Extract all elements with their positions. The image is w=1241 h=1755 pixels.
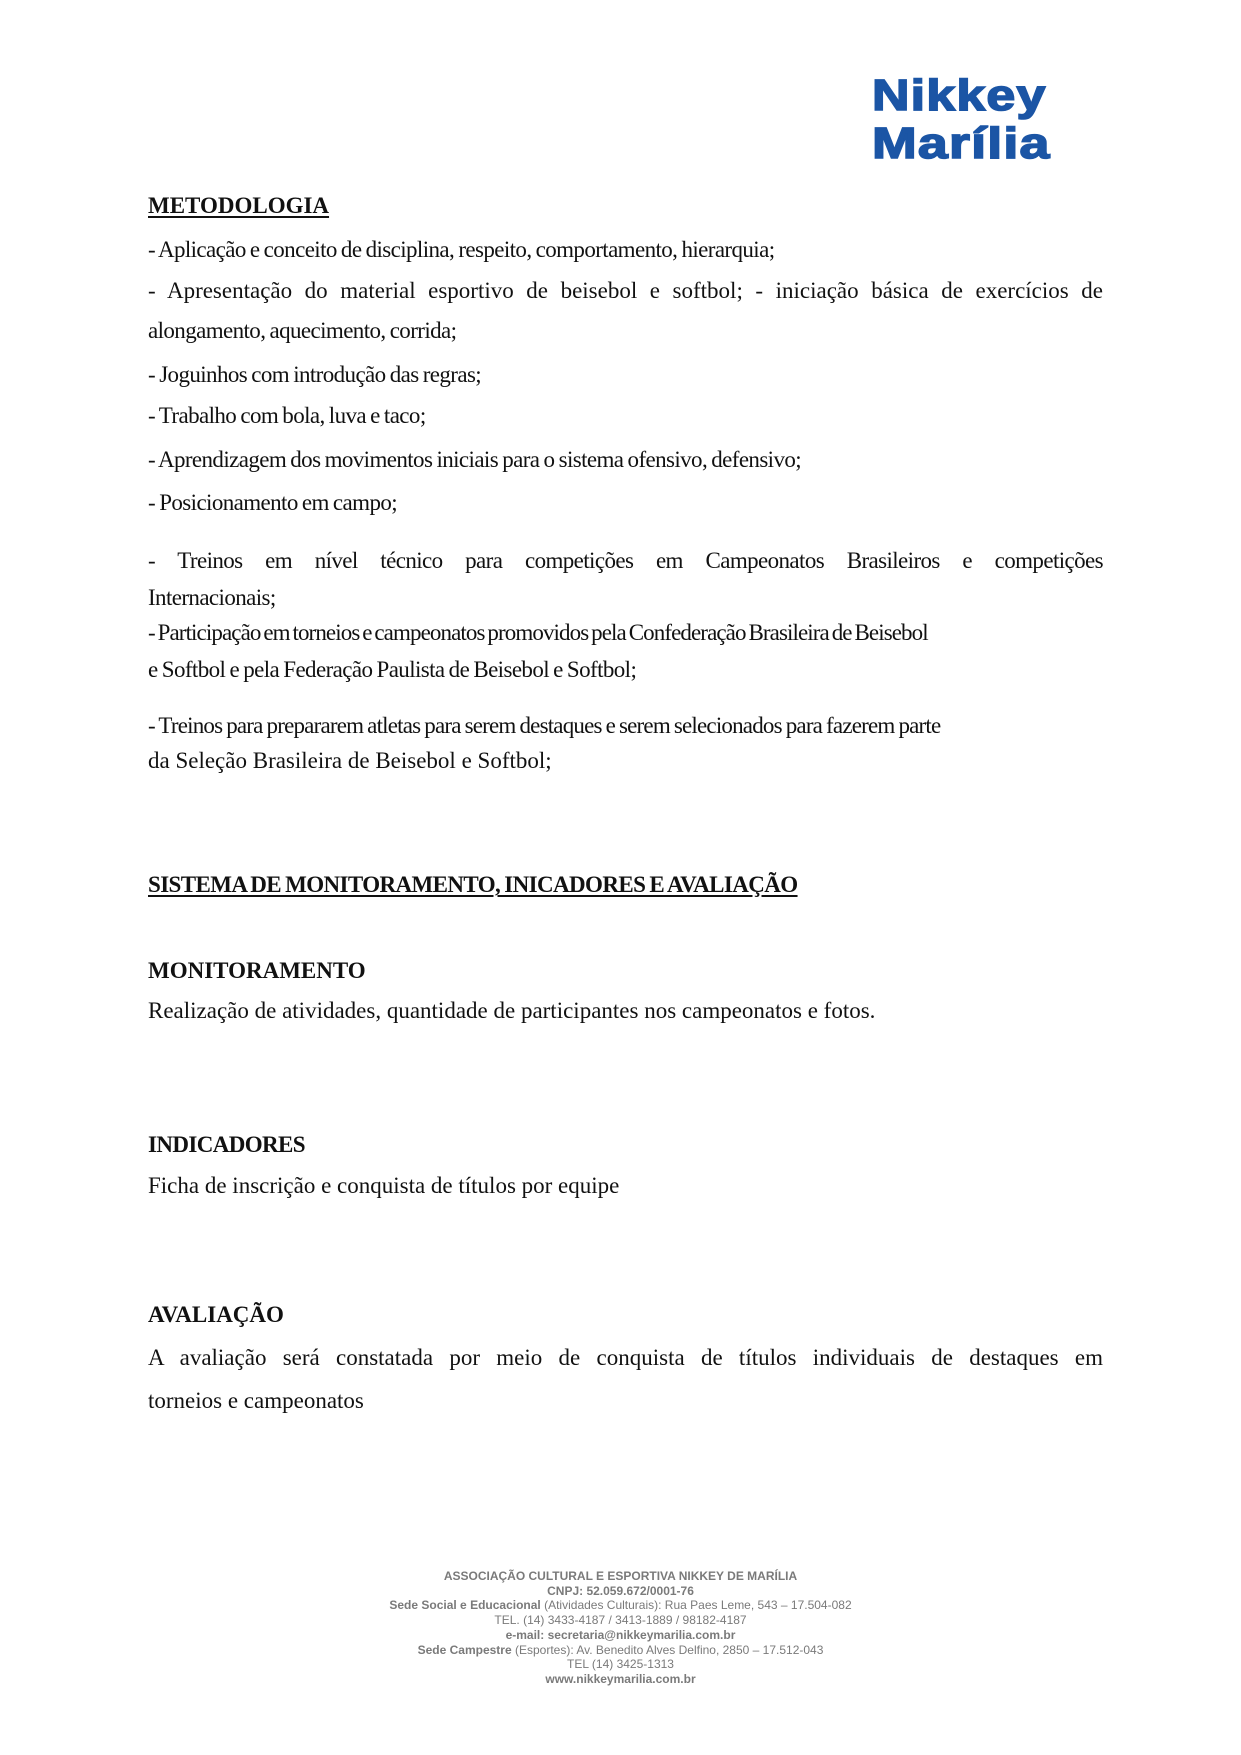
- metodologia-line: da Seleção Brasileira de Beisebol e Softbol;: [148, 748, 552, 773]
- logo-line-2: Marília: [872, 119, 1051, 168]
- nikkey-marilia-logo: [872, 71, 1104, 170]
- avaliacao-line: A avaliação será constatada por meio de conquista de títulos individuais de destaques em: [148, 1345, 1103, 1370]
- footer-sede-campestre-text: (Esportes): Av. Benedito Alves Delfino, 2850 – 17.512-043: [511, 1642, 824, 1657]
- logo-line-1: Nikkey: [872, 71, 1047, 120]
- monitoramento-text: Realização de atividades, quantidade de participantes nos campeonatos e fotos.: [148, 998, 876, 1023]
- metodologia-line: - Posicionamento em campo;: [148, 490, 398, 515]
- footer-sede-campestre-label: Sede Campestre: [417, 1642, 512, 1657]
- sistema-heading: SISTEMA DE MONITORAMENTO, INICADORES E AVALIAÇÃO: [148, 872, 798, 897]
- metodologia-heading: METODOLOGIA: [148, 193, 330, 218]
- footer-sede-social-text: (Atividades Culturais): Rua Paes Leme, 543 – 17.504-082: [540, 1598, 852, 1613]
- metodologia-line: - Aplicação e conceito de disciplina, respeito, comportamento, hierarquia;: [148, 237, 775, 262]
- monitoramento-heading: MONITORAMENTO: [148, 958, 366, 983]
- footer-tel-2: TEL (14) 3425-1313: [567, 1657, 674, 1672]
- footer: [0, 1569, 1241, 1687]
- footer-email: e-mail: secretaria@nikkeymarilia.com.br: [505, 1627, 736, 1642]
- metodologia-line: alongamento, aquecimento, corrida;: [148, 318, 457, 343]
- footer-website: www.nikkeymarilia.com.br: [545, 1671, 696, 1686]
- metodologia-line: - Apresentação do material esportivo de beisebol e softbol; - iniciação básica de exercícios de: [148, 278, 1103, 303]
- avaliacao-heading: AVALIAÇÃO: [148, 1302, 284, 1327]
- indicadores-heading: INDICADORES: [148, 1132, 305, 1157]
- metodologia-line: Internacionais;: [148, 585, 276, 610]
- metodologia-line: - Joguinhos com introdução das regras;: [148, 362, 482, 387]
- metodologia-line: - Treinos para prepararem atletas para serem destaques e serem selecionados para fazerem parte: [148, 713, 941, 738]
- metodologia-line: e Softbol e pela Federação Paulista de Beisebol e Softbol;: [148, 657, 637, 682]
- footer-cnpj: CNPJ: 52.059.672/0001-76: [547, 1583, 694, 1598]
- footer-sede-social-label: Sede Social e Educacional: [389, 1598, 541, 1613]
- footer-tel-1: TEL. (14) 3433-4187 / 3413-1889 / 98182-4187: [494, 1613, 747, 1628]
- metodologia-line: - Aprendizagem dos movimentos iniciais para o sistema ofensivo, defensivo;: [148, 447, 802, 472]
- avaliacao-line: torneios e campeonatos: [148, 1388, 364, 1413]
- metodologia-line: - Trabalho com bola, luva e taco;: [148, 403, 426, 428]
- footer-org-name: ASSOCIAÇÃO CULTURAL E ESPORTIVA NIKKEY DE MARÍLIA: [443, 1569, 798, 1583]
- indicadores-text: Ficha de inscrição e conquista de títulos por equipe: [148, 1173, 620, 1198]
- metodologia-line: - Participação em torneios e campeonatos promovidos pela Confederação Brasileira de Beisebol: [148, 620, 928, 645]
- metodologia-line: - Treinos em nível técnico para competições em Campeonatos Brasileiros e competições: [148, 548, 1103, 573]
